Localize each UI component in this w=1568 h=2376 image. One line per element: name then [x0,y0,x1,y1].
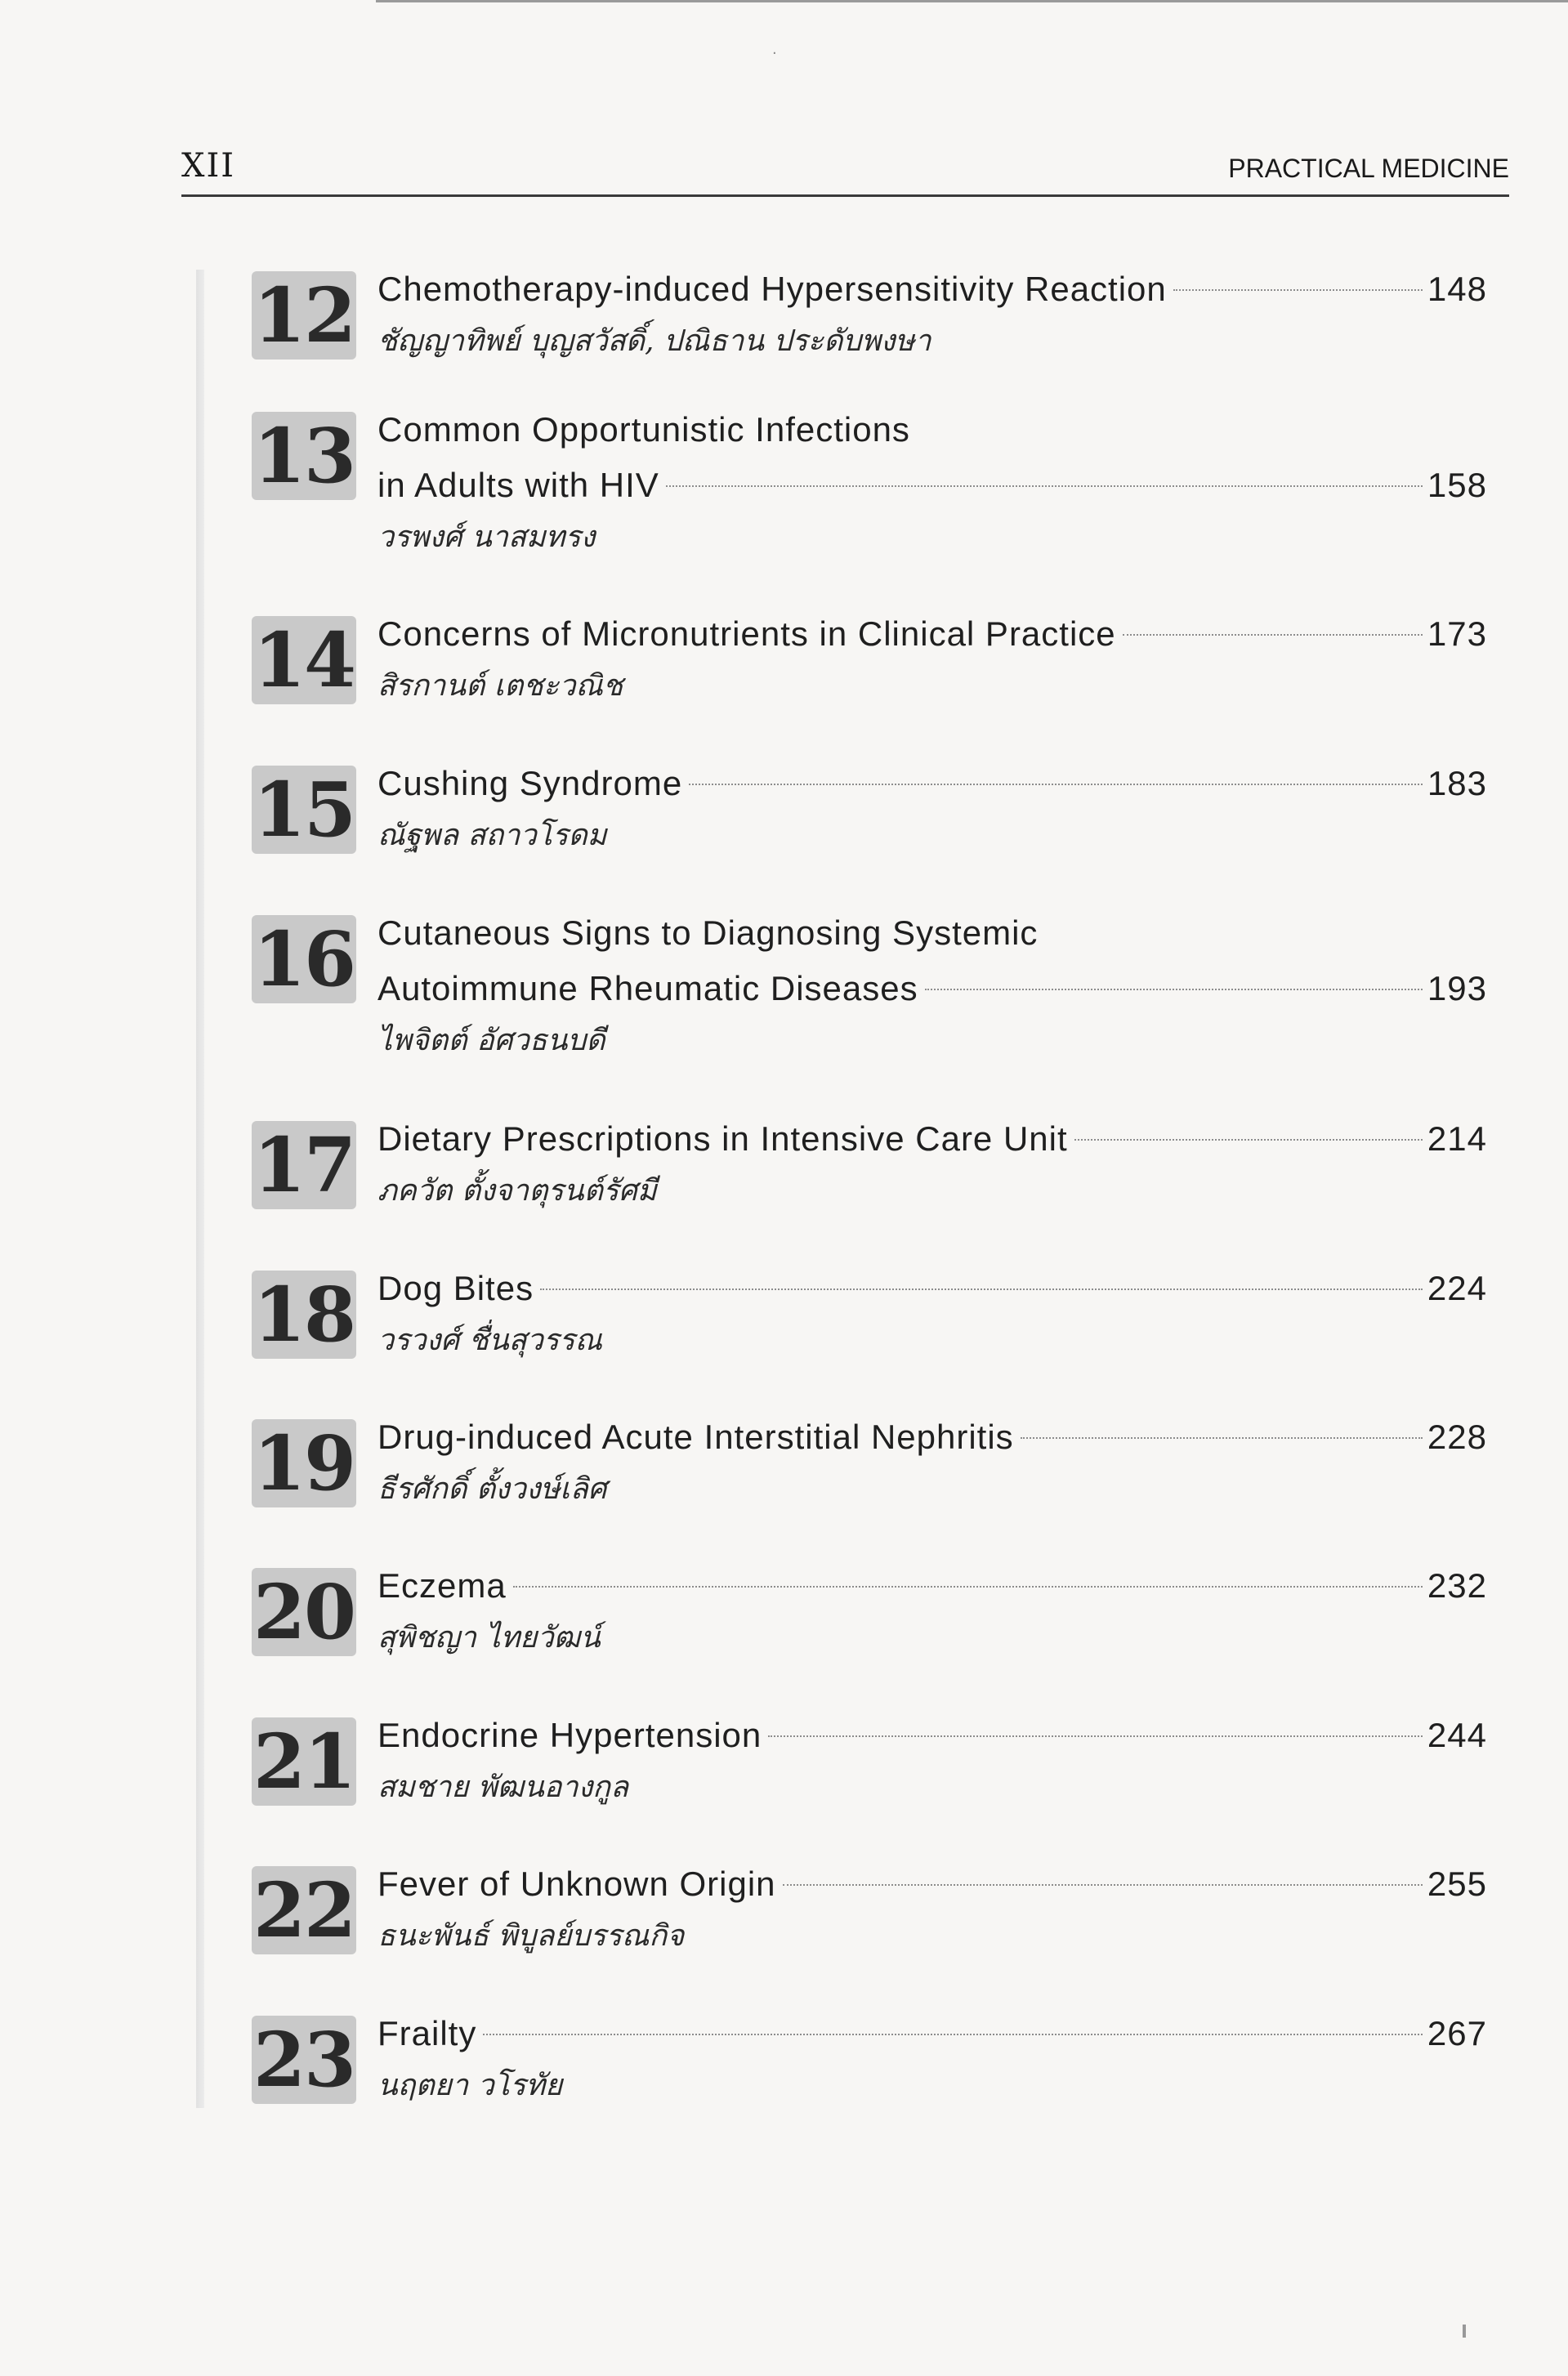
dot-leader [925,989,1423,990]
entry-body [377,1261,1487,1365]
chapter-title-row [377,1708,1487,1763]
chapter-title-line: Cushing Syndrome [377,764,683,802]
chapter-title-row [377,961,1487,1016]
chapter-author: ชัญญาทิพย์ บุญสวัสดิ์, ปณิธาน ประดับพงษา [377,324,931,358]
entry-body [377,402,1487,562]
chapter-number-badge: 20 [252,1568,355,1656]
chapter-author: นฤตยา วโรทัย [377,2069,563,2102]
entry-body [377,1708,1487,1812]
entry-body [377,1558,1487,1663]
entry-body [377,261,1487,366]
chapter-title-line: Fever of Unknown Origin [377,1865,776,1903]
chapter-number-badge: 23 [252,2016,355,2104]
chapter-title-row [377,1409,1487,1465]
chapter-author: ภควัต ตั้งจาตุรนต์รัศมี [377,1174,657,1208]
page-reference: 193 [1427,969,1487,1007]
entry-body [377,905,1487,1065]
chapter-title-line: Autoimmune Rheumatic Diseases [377,969,918,1007]
chapter-title-line: Dietary Prescriptions in Intensive Care Unit [377,1119,1068,1158]
scan-speck: · [772,45,780,62]
entry-body [377,756,1487,860]
chapter-title-line: Concerns of Micronutrients in Clinical Practice [377,614,1116,653]
page-reference: 228 [1427,1418,1487,1456]
chapter-number-badge: 15 [252,766,355,854]
dot-leader [689,784,1423,785]
chapter-title-line: Endocrine Hypertension [377,1716,762,1754]
chapter-title-row [377,756,1487,811]
page-reference: 183 [1427,764,1487,802]
chapter-title-row [377,1856,1487,1912]
chapter-number-badge: 19 [252,1419,355,1507]
dot-leader [1074,1139,1423,1141]
chapter-title-row [377,1111,1487,1167]
page-reference: 173 [1427,614,1487,653]
chapter-author: ธนะพันธ์ พิบูลย์บรรณกิจ [377,1919,685,1953]
dot-leader [1173,289,1423,291]
chapter-title-row [377,458,1487,513]
entry-body [377,1856,1487,1961]
entry-body [377,1111,1487,1216]
chapter-number-badge: 17 [252,1121,355,1209]
chapter-author: ธีรศักดิ์ ตั้งวงษ์เลิศ [377,1472,607,1506]
page-reference: 267 [1427,2014,1487,2052]
chapter-number-badge: 22 [252,1866,355,1954]
scan-speck-bottom [1463,2325,1466,2338]
page-reference: 255 [1427,1865,1487,1903]
chapter-title-line: Eczema [377,1566,507,1605]
entry-body [377,1409,1487,1514]
chapter-number-badge: 21 [252,1717,355,1806]
chapter-author: ไพจิตต์ อัศวธนบดี [377,1024,605,1057]
page-reference: 148 [1427,270,1487,308]
page-reference: 224 [1427,1269,1487,1307]
page-reference: 244 [1427,1716,1487,1754]
chapter-title-line: in Adults with HIV [377,466,659,504]
chapter-title-row [377,2006,1487,2061]
entry-body [377,606,1487,711]
entry-body [377,2006,1487,2110]
dot-leader [1021,1437,1423,1439]
side-shadow-bar [196,270,204,2108]
header-rule [181,194,1509,197]
dot-leader [768,1735,1423,1737]
page-reference: 232 [1427,1566,1487,1605]
top-edge-rule [376,0,1568,2]
dot-leader [513,1586,1423,1588]
chapter-author: วรวงศ์ ชื่นสุวรรณ [377,1324,602,1357]
chapter-title-row [377,606,1487,662]
chapter-title-row [377,1558,1487,1614]
chapter-author: สุพิชญา ไทยวัฒน์ [377,1621,601,1655]
chapter-number-badge: 16 [252,915,355,1003]
dot-leader [666,485,1423,487]
chapter-author: สิรกานต์ เตชะวณิช [377,669,623,703]
chapter-title-row [377,1261,1487,1316]
dot-leader [483,2034,1423,2035]
running-title: PRACTICAL MEDICINE [1228,154,1509,183]
page-header [181,147,1509,196]
dot-leader [540,1288,1423,1290]
chapter-number-badge: 14 [252,616,355,704]
chapter-author: ณัฐพล สถาวโรดม [377,819,607,852]
chapter-title-line: Common Opportunistic Infections [377,410,910,449]
dot-leader [783,1884,1423,1886]
page-reference: 158 [1427,466,1487,504]
dot-leader [1123,634,1423,636]
chapter-title-line: Cutaneous Signs to Diagnosing Systemic [377,913,1039,952]
page-reference: 214 [1427,1119,1487,1158]
chapter-title-line: Dog Bites [377,1269,534,1307]
chapter-number-badge: 13 [252,412,355,500]
chapter-title-line: Drug-induced Acute Interstitial Nephritis [377,1418,1014,1456]
chapter-title-line: Chemotherapy-induced Hypersensitivity Reaction [377,270,1167,308]
chapter-title-row [377,261,1487,317]
chapter-author: สมชาย พัฒนอางกูล [377,1771,629,1804]
chapter-author: วรพงศ์ นาสมทรง [377,520,596,554]
chapter-number-badge: 12 [252,271,355,360]
chapter-title-line: Frailty [377,2014,477,2052]
chapter-number-badge: 18 [252,1271,355,1359]
page-number: XII [181,147,236,185]
